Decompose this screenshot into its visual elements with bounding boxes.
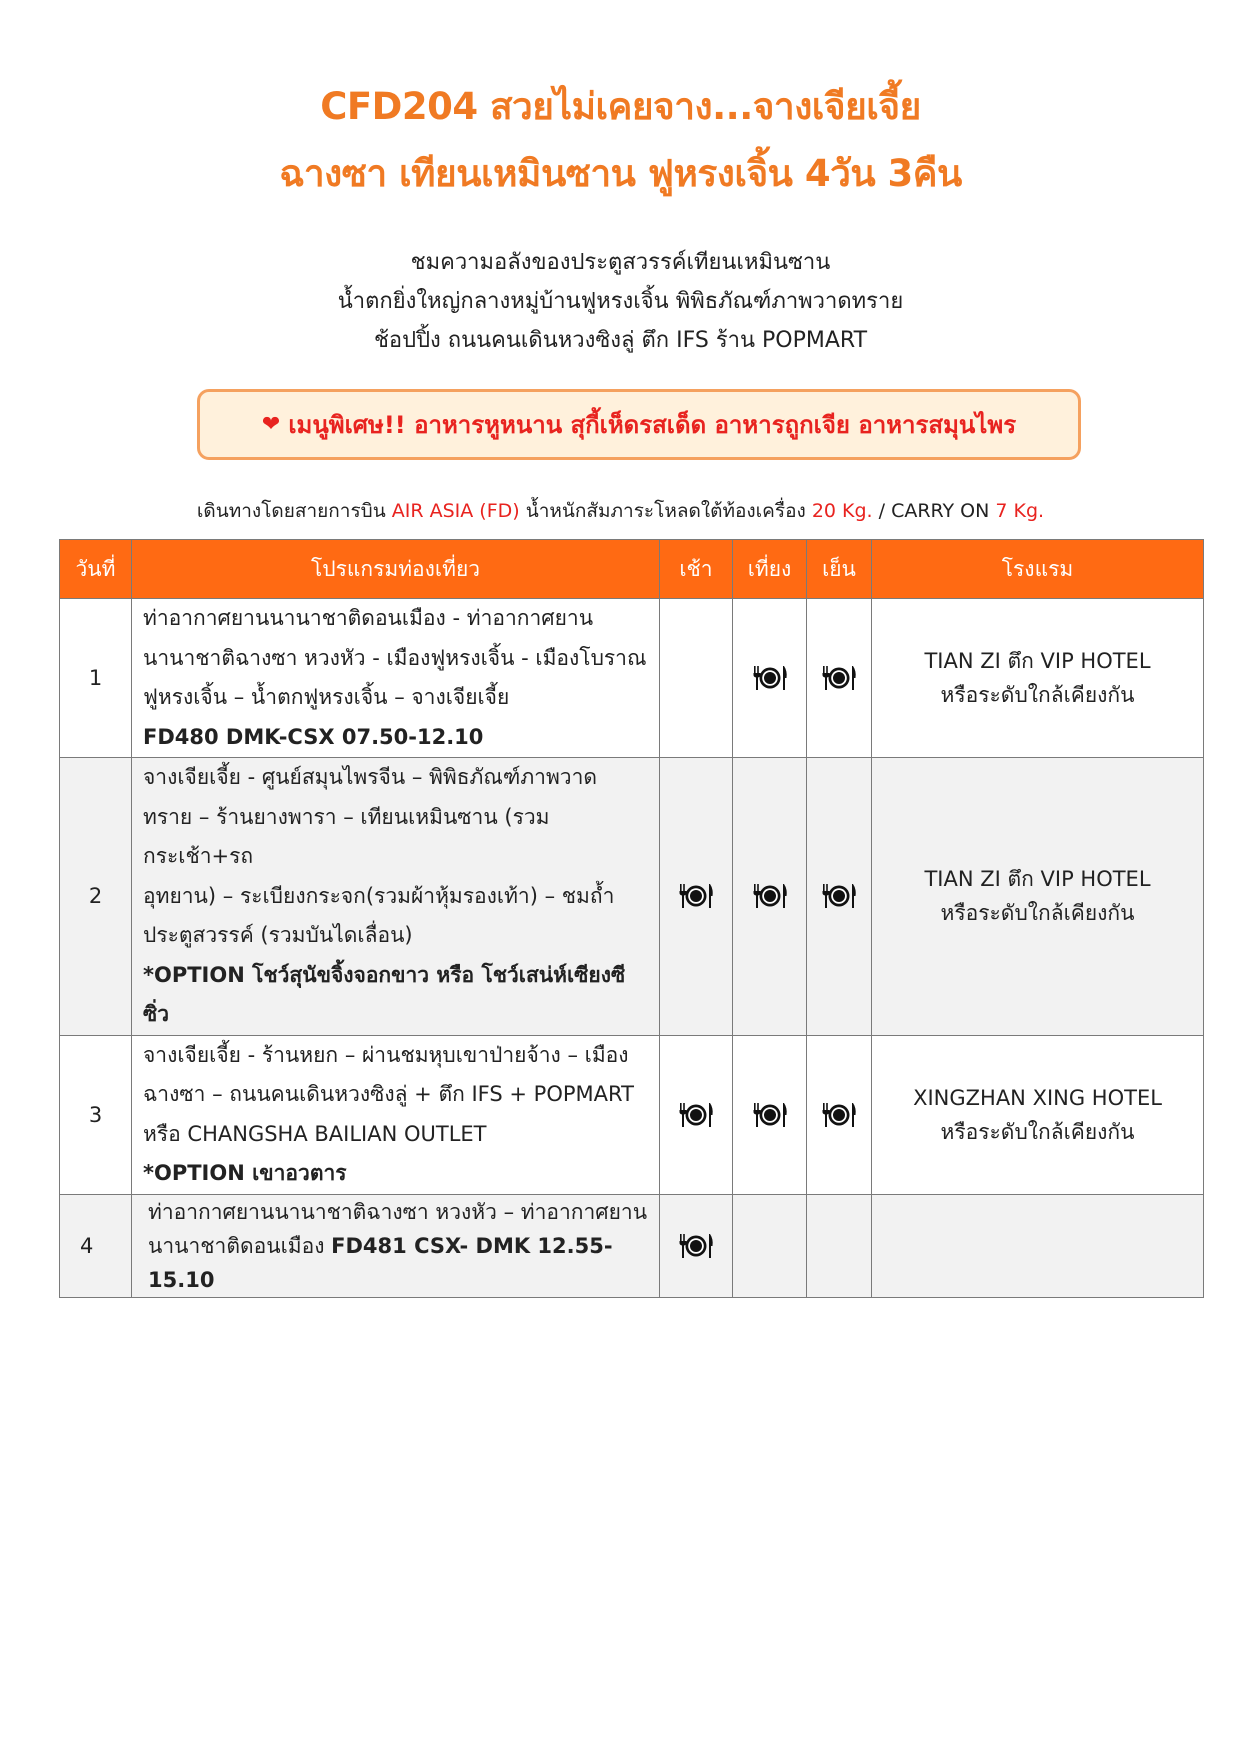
header-breakfast: เช้า: [660, 540, 733, 599]
table-row: [60, 758, 1204, 1036]
hotel-name: XINGZHAN XING HOTEL: [913, 1085, 1162, 1110]
program-line: ฟูหรงเจิ้น – น้ำตกฟูหรงเจิ้น – จางเจียเจี้ย: [143, 685, 510, 709]
itinerary-table: [59, 539, 1204, 1298]
program-cell: [132, 1194, 660, 1297]
meal-icon: [820, 663, 858, 693]
program-line: จางเจียเจี้ย - ร้านหยก – ผ่านชมหุบเขาป่ายจ้าง – เมือง: [143, 1042, 629, 1067]
hotel-cell: [872, 599, 1204, 758]
meal-cell: [733, 1194, 807, 1297]
program-line: นานาชาติดอนเมือง: [148, 1233, 332, 1258]
program-line: หรือ CHANGSHA BAILIAN OUTLET: [143, 1121, 487, 1146]
carry-on-label: / CARRY ON: [872, 500, 996, 522]
special-menu-banner: [197, 389, 1081, 460]
subtitle-line: ชมความอลังของประตูสวรรค์เทียนเหมินซาน: [410, 250, 831, 275]
meal-cell: [733, 758, 807, 1036]
day-number: 4: [60, 1194, 132, 1297]
hotel-name: TIAN ZI ตึก VIP HOTEL: [924, 867, 1151, 892]
heart-icon: ❤: [261, 412, 281, 437]
option-line: *OPTION โชว์สุนัขจิ้งจอกขาว หรือ โชว์เสน่ห์เซียงซีซิ่ว: [143, 962, 626, 1026]
day-number: 1: [60, 599, 132, 758]
hotel-note: หรือระดับใกล้เคียงกัน: [940, 683, 1135, 707]
header-hotel: โรงแรม: [872, 540, 1204, 599]
program-cell: [132, 758, 660, 1036]
meal-icon: [820, 1100, 858, 1130]
meal-cell: [807, 599, 872, 758]
subtitle-line: น้ำตกยิ่งใหญ่กลางหมู่บ้านฟูหรงเจิ้น พิพิธภัณฑ์ภาพวาดทราย: [337, 289, 904, 314]
meal-icon: [677, 1231, 715, 1261]
hotel-cell: [872, 1194, 1204, 1297]
meal-icon: [677, 881, 715, 911]
program-line: ฉางซา – ถนนคนเดินหวงซิงลู่ + ตึก IFS + POPMART: [143, 1082, 634, 1106]
header-lunch: เที่ยง: [733, 540, 807, 599]
meal-cell: [660, 1194, 733, 1297]
special-menu-text: เมนูพิเศษ!! อาหารหูหนาน สุกี้เห็ดรสเด็ด อาหารถูกเจีย อาหารสมุนไพร: [288, 411, 1017, 439]
flight-prefix: เดินทางโดยสายการบิน: [196, 500, 392, 522]
day-number: 2: [60, 758, 132, 1036]
table-row: [60, 1035, 1204, 1194]
flight-number-line: FD480 DMK-CSX 07.50-12.10: [143, 724, 484, 749]
meal-cell: [733, 1035, 807, 1194]
meal-cell: [660, 1035, 733, 1194]
baggage-label: น้ำหนักสัมภาระโหลดใต้ท้องเครื่อง: [519, 500, 812, 522]
meal-icon: [751, 881, 789, 911]
meal-cell: [807, 1035, 872, 1194]
meal-cell: [660, 599, 733, 758]
hotel-name: TIAN ZI ตึก VIP HOTEL: [924, 649, 1151, 673]
hotel-cell: [872, 1035, 1204, 1194]
program-line: ท่าอากาศยานนานาชาติดอนเมือง - ท่าอากาศยาน: [143, 606, 594, 630]
meal-cell: [660, 758, 733, 1036]
airline-name: AIR ASIA (FD): [391, 500, 520, 522]
hotel-note: หรือระดับใกล้เคียงกัน: [940, 901, 1135, 926]
program-line: ประตูสวรรค์ (รวมบันไดเลื่อน): [143, 923, 413, 947]
program-line: นานาชาติฉางซา หวงหัว - เมืองฟูหรงเจิ้น - เมืองโบราณ: [143, 645, 647, 670]
flight-number-line: FD481 CSX- DMK 12.55-15.10: [148, 1233, 613, 1292]
day-number: 3: [60, 1035, 132, 1194]
program-line: อุทยาน) – ระเบียงกระจก(รวมผ้าหุ้มรองเท้า) – ชมถ้ำ: [143, 883, 615, 908]
tour-title-line1: CFD204 สวยไม่เคยจาง...จางเจียเจี้ย: [320, 85, 921, 128]
meal-icon: [820, 881, 858, 911]
carry-on-weight: 7 Kg.: [995, 500, 1045, 522]
header-program: โปรแกรมท่องเที่ยว: [132, 540, 660, 599]
tour-title-line2: ฉางซา เทียนเหมินซาน ฟูหรงเจิ้น 4วัน 3คืน: [279, 152, 962, 195]
meal-icon: [677, 1100, 715, 1130]
table-row: [60, 599, 1204, 758]
baggage-weight: 20 Kg.: [811, 500, 873, 522]
program-line: ท่าอากาศยานนานาชาติฉางซา หวงหัว – ท่าอากาศยาน: [148, 1199, 648, 1224]
option-line: *OPTION เขาอวตาร: [143, 1161, 347, 1185]
meal-cell: [733, 599, 807, 758]
program-line: จางเจียเจี้ย - ศูนย์สมุนไพรจีน – พิพิธภัณฑ์ภาพวาด: [143, 765, 598, 789]
header-day: วันที่: [60, 540, 132, 599]
program-cell: [132, 1035, 660, 1194]
flight-info: [0, 502, 1241, 521]
subtitle-line: ช้อปปิ้ง ถนนคนเดินหวงซิงลู่ ตึก IFS ร้าน POPMART: [373, 328, 868, 353]
hotel-note: หรือระดับใกล้เคียงกัน: [940, 1119, 1135, 1144]
program-cell: [132, 599, 660, 758]
program-line: ทราย – ร้านยางพารา – เทียนเหมินซาน (รวมกระเช้า+รถ: [143, 804, 550, 868]
hotel-cell: [872, 758, 1204, 1036]
header-dinner: เย็น: [807, 540, 872, 599]
meal-icon: [751, 1100, 789, 1130]
table-header-row: [60, 540, 1204, 599]
meal-cell: [807, 1194, 872, 1297]
meal-cell: [807, 758, 872, 1036]
table-row: [60, 1194, 1204, 1297]
meal-icon: [751, 663, 789, 693]
